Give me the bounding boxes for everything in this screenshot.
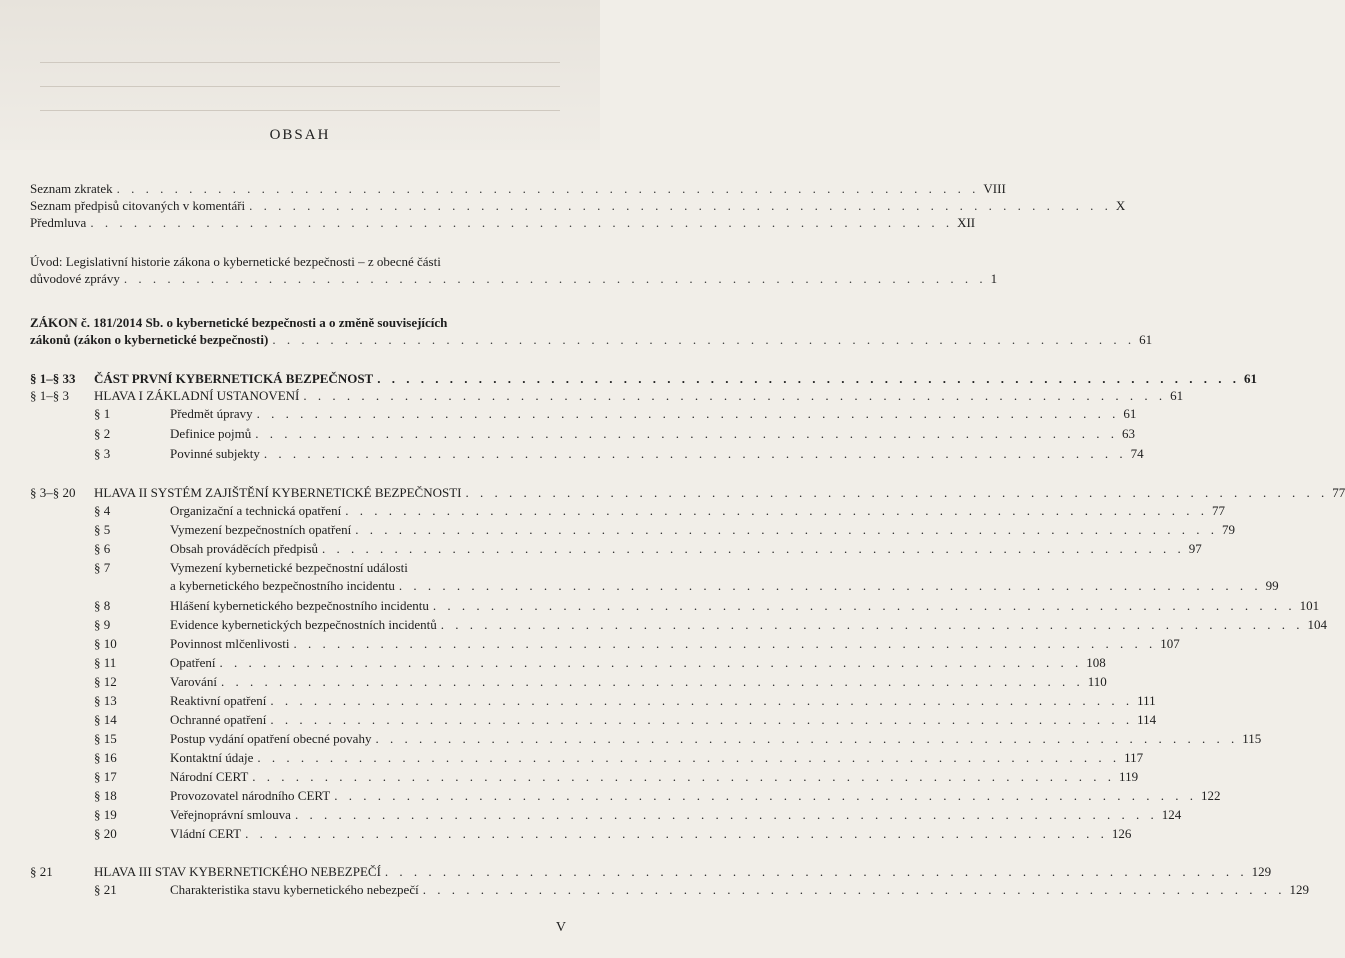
toc-entry-label: Vládní CERT (170, 826, 242, 841)
toc-entry-label: Předmluva (30, 215, 87, 230)
toc-entry[interactable] (94, 635, 1180, 652)
toc-page-number: 1 (990, 271, 998, 286)
toc-entry[interactable] (94, 730, 1262, 747)
toc-part-range: § 1–§ 33 (30, 371, 76, 386)
section-number: § 14 (94, 712, 117, 727)
section-number: § 4 (94, 503, 111, 518)
toc-entry-label: Postup vydání opatření obecné povahy (170, 731, 372, 746)
toc-entry-label: Vymezení bezpečnostních opatření (170, 522, 352, 537)
toc-law-line1[interactable]: ZÁKON č. 181/2014 Sb. o kybernetické bezpečnosti a o změně souvisejících (30, 315, 448, 330)
toc-page-number: 77 (1211, 503, 1225, 518)
toc-head-range: § 21 (30, 864, 53, 879)
toc-page-number: 122 (1201, 788, 1221, 803)
leader-dots: . . . . . . . . . . . . . . . . . . . . . . . . . . . . . . . . . . . . . . . . . . . . . . . . . . . . . . . . . . . . (252, 769, 1116, 784)
toc-page-number: 129 (1251, 864, 1272, 879)
toc-part-one[interactable] (94, 370, 1257, 387)
toc-head-label: HLAVA III STAV KYBERNETICKÉHO NEBEZPEČÍ (94, 864, 381, 879)
leader-dots: . . . . . . . . . . . . . . . . . . . . . . . . . . . . . . . . . . . . . . . . . . . . . . . . . . . . . . . . . . . . (219, 655, 1083, 670)
toc-page-number: 124 (1161, 807, 1182, 822)
toc-page-number: 61 (1170, 388, 1184, 403)
toc-entry[interactable] (94, 540, 1202, 557)
leader-dots: . . . . . . . . . . . . . . . . . . . . . . . . . . . . . . . . . . . . . . . . . . . . . . . . . . . . . . . . . . . . (270, 693, 1134, 708)
leader-dots: . . . . . . . . . . . . . . . . . . . . . . . . . . . . . . . . . . . . . . . . . . . . . . . . . . . . . . . . . . . . (123, 271, 987, 286)
toc-entry-label: Opatření (170, 655, 216, 670)
toc-entry[interactable] (94, 425, 1135, 442)
toc-page-number: 61 (1123, 406, 1137, 421)
leader-dots: . . . . . . . . . . . . . . . . . . . . . . . . . . . . . . . . . . . . . . . . . . . . . . . . . . . . . . . . . . . . (245, 826, 1108, 841)
toc-page-number: VIII (983, 181, 1006, 196)
section-number: § 18 (94, 788, 117, 803)
toc-entry-label: Organizační a technická opatření (170, 503, 342, 518)
section-number: § 20 (94, 826, 117, 841)
toc-page-number: 108 (1086, 655, 1106, 670)
leader-dots: . . . . . . . . . . . . . . . . . . . . . . . . . . . . . . . . . . . . . . . . . . . . . . . . . . . . . . . . . . . . (345, 503, 1208, 518)
toc-entry[interactable] (94, 692, 1156, 709)
leader-dots: . . . . . . . . . . . . . . . . . . . . . . . . . . . . . . . . . . . . . . . . . . . . . . . . . . . . . . . . . . . . (355, 522, 1218, 537)
toc-entry-label: Veřejnoprávní smlouva (170, 807, 291, 822)
leader-dots: . . . . . . . . . . . . . . . . . . . . . . . . . . . . . . . . . . . . . . . . . . . . . . . . . . . . . . . . . . . . (384, 864, 1248, 879)
leader-dots: . . . . . . . . . . . . . . . . . . . . . . . . . . . . . . . . . . . . . . . . . . . . . . . . . . . . . . . . . . . . (255, 426, 1118, 441)
toc-entry-label: Charakteristika stavu kybernetického nebezpečí (170, 882, 419, 897)
toc-entry[interactable] (94, 768, 1139, 785)
toc-head-two[interactable] (94, 484, 1345, 501)
leader-dots: . . . . . . . . . . . . . . . . . . . . . . . . . . . . . . . . . . . . . . . . . . . . . . . . . . . . . . . . . . . . (334, 788, 1197, 803)
leader-dots: . . . . . . . . . . . . . . . . . . . . . . . . . . . . . . . . . . . . . . . . . . . . . . . . . . . . . . . . . . . . (220, 674, 1084, 689)
toc-page-number: 119 (1119, 769, 1139, 784)
toc-head-range: § 1–§ 3 (30, 388, 69, 403)
leader-dots: . . . . . . . . . . . . . . . . . . . . . . . . . . . . . . . . . . . . . . . . . . . . . . . . . . . . . . . . . . . . (116, 181, 980, 196)
toc-page-number: 104 (1307, 617, 1328, 632)
leader-dots: . . . . . . . . . . . . . . . . . . . . . . . . . . . . . . . . . . . . . . . . . . . . . . . . . . . . . . . . . . . . (90, 215, 954, 230)
toc-entry-label: Kontaktní údaje (170, 750, 254, 765)
toc-page-number: 114 (1137, 712, 1157, 727)
leader-dots: . . . . . . . . . . . . . . . . . . . . . . . . . . . . . . . . . . . . . . . . . . . . . . . . . . . . . . . . . . . . (293, 636, 1157, 651)
toc-entry-s7-line2[interactable] (94, 577, 1279, 594)
toc-entry[interactable] (94, 405, 1137, 422)
leader-dots: . . . . . . . . . . . . . . . . . . . . . . . . . . . . . . . . . . . . . . . . . . . . . . . . . . . . . . . . . . . . (398, 578, 1262, 593)
toc-entry[interactable] (94, 654, 1106, 671)
section-number: § 16 (94, 750, 117, 765)
toc-head-range: § 3–§ 20 (30, 485, 76, 500)
toc-intro-line1[interactable]: Úvod: Legislativní historie zákona o kybernetické bezpečnosti – z obecné části (30, 254, 441, 269)
toc-page-number: 129 (1289, 882, 1309, 897)
bleed-line (40, 86, 560, 87)
leader-dots: . . . . . . . . . . . . . . . . . . . . . . . . . . . . . . . . . . . . . . . . . . . . . . . . . . . . . . . . . . . . (294, 807, 1158, 822)
leader-dots: . . . . . . . . . . . . . . . . . . . . . . . . . . . . . . . . . . . . . . . . . . . . . . . . . . . . . . . . . . . . (263, 446, 1127, 461)
toc-entry[interactable] (94, 806, 1182, 823)
toc-entry[interactable] (94, 711, 1157, 728)
toc-page-number: 63 (1121, 426, 1135, 441)
toc-entry[interactable] (94, 616, 1328, 633)
toc-page-number: 117 (1124, 750, 1144, 765)
toc-entry-regulations[interactable] (30, 197, 1126, 214)
toc-head-one[interactable] (94, 387, 1184, 404)
toc-page-number: 107 (1160, 636, 1180, 651)
leader-dots: . . . . . . . . . . . . . . . . . . . . . . . . . . . . . . . . . . . . . . . . . . . . . . . . . . . . . . . . . . . . (422, 882, 1286, 897)
toc-entry[interactable] (94, 597, 1320, 614)
leader-dots: . . . . . . . . . . . . . . . . . . . . . . . . . . . . . . . . . . . . . . . . . . . . . . . . . . . . . . . . . . . . (303, 388, 1167, 403)
page-title: OBSAH (269, 127, 331, 143)
toc-entry-label: Provozovatel národního CERT (170, 788, 331, 803)
leader-dots: . . . . . . . . . . . . . . . . . . . . . . . . . . . . . . . . . . . . . . . . . . . . . . . . . . . . . . . . . . . . (432, 598, 1296, 613)
toc-entry[interactable] (94, 825, 1132, 842)
section-number: § 11 (94, 655, 117, 670)
toc-page-number: 61 (1243, 371, 1257, 386)
toc-entry-label: Seznam zkratek (30, 181, 113, 196)
toc-entry[interactable] (94, 881, 1309, 898)
toc-entry-label: Definice pojmů (170, 426, 252, 441)
leader-dots: . . . . . . . . . . . . . . . . . . . . . . . . . . . . . . . . . . . . . . . . . . . . . . . . . . . . . . . . . . . . (249, 198, 1112, 213)
leader-dots: . . . . . . . . . . . . . . . . . . . . . . . . . . . . . . . . . . . . . . . . . . . . . . . . . . . . . . . . . . . . (377, 371, 1240, 386)
section-number: § 13 (94, 693, 117, 708)
toc-page-number: X (1115, 198, 1126, 213)
toc-entry[interactable] (94, 673, 1107, 690)
toc-entry[interactable] (94, 749, 1144, 766)
toc-entry-label: a kybernetického bezpečnostního incidentu (170, 578, 395, 593)
toc-head-three[interactable] (94, 863, 1272, 880)
toc-page-number: 99 (1265, 578, 1279, 593)
toc-page-number: 74 (1130, 446, 1144, 461)
leader-dots: . . . . . . . . . . . . . . . . . . . . . . . . . . . . . . . . . . . . . . . . . . . . . . . . . . . . . . . . . . . . (256, 406, 1120, 421)
toc-entry-label: Hlášení kybernetického bezpečnostního incidentu (170, 598, 429, 613)
leader-dots: . . . . . . . . . . . . . . . . . . . . . . . . . . . . . . . . . . . . . . . . . . . . . . . . . . . . . . . . . . . . (257, 750, 1121, 765)
toc-entry-s7-line1[interactable] (94, 559, 558, 576)
leader-dots: . . . . . . . . . . . . . . . . . . . . . . . . . . . . . . . . . . . . . . . . . . . . . . . . . . . . . . . . . . . . (322, 541, 1185, 556)
toc-entry-label: Předmět úpravy (170, 406, 253, 421)
toc-entry-law[interactable] (30, 331, 1153, 348)
toc-entry-label: Povinnost mlčenlivosti (170, 636, 290, 651)
toc-entry-intro[interactable] (30, 270, 998, 287)
bleed-line (40, 62, 560, 63)
toc-page-number: XII (957, 215, 976, 230)
toc-entry-label: Ochranné opatření (170, 712, 267, 727)
toc-entry-label: zákonů (zákon o kybernetické bezpečnosti) (30, 332, 269, 347)
toc-entry-label: Seznam předpisů citovaných v komentáři (30, 198, 246, 213)
section-number: § 15 (94, 731, 117, 746)
section-number: § 19 (94, 807, 117, 822)
leader-dots: . . . . . . . . . . . . . . . . . . . . . . . . . . . . . . . . . . . . . . . . . . . . . . . . . . . . . . . . . . . . (440, 617, 1304, 632)
toc-entry-label: Obsah prováděcích předpisů (170, 541, 319, 556)
section-number: § 1 (94, 406, 111, 421)
section-number: § 5 (94, 522, 111, 537)
toc-page-number: 77 (1332, 485, 1345, 500)
leader-dots: . . . . . . . . . . . . . . . . . . . . . . . . . . . . . . . . . . . . . . . . . . . . . . . . . . . . . . . . . . . . (465, 485, 1329, 500)
toc-page-number: 111 (1137, 693, 1156, 708)
toc-entry[interactable] (94, 521, 1235, 538)
toc-entry-label: Národní CERT (170, 769, 249, 784)
section-number: § 3 (94, 446, 111, 461)
toc-page-number: 79 (1221, 522, 1235, 537)
toc-head-label: HLAVA I ZÁKLADNÍ USTANOVENÍ (94, 388, 300, 403)
bleed-line (40, 110, 560, 111)
section-number: § 2 (94, 426, 111, 441)
toc-page-number: 110 (1087, 674, 1107, 689)
leader-dots: . . . . . . . . . . . . . . . . . . . . . . . . . . . . . . . . . . . . . . . . . . . . . . . . . . . . . . . . . . . . (375, 731, 1239, 746)
page-number-footer: V (555, 920, 566, 935)
section-number: § 7 (94, 560, 111, 575)
toc-entry-label: Vymezení kybernetické bezpečnostní události (170, 560, 408, 575)
toc-entry-preface[interactable] (30, 214, 976, 231)
leader-dots: . . . . . . . . . . . . . . . . . . . . . . . . . . . . . . . . . . . . . . . . . . . . . . . . . . . . . . . . . . . . (272, 332, 1136, 347)
toc-page-number: 61 (1139, 332, 1153, 347)
section-number: § 21 (94, 882, 117, 897)
section-number: § 17 (94, 769, 117, 784)
section-number: § 12 (94, 674, 117, 689)
toc-part-label: ČÁST PRVNÍ KYBERNETICKÁ BEZPEČNOST (94, 371, 374, 386)
section-number: § 6 (94, 541, 111, 556)
toc-entry-label: Evidence kybernetických bezpečnostních incidentů (170, 617, 437, 632)
section-number: § 9 (94, 617, 111, 632)
toc-page-number: 101 (1299, 598, 1320, 613)
section-number: § 8 (94, 598, 111, 613)
leader-dots: . . . . . . . . . . . . . . . . . . . . . . . . . . . . . . . . . . . . . . . . . . . . . . . . . . . . . . . . . . . . (270, 712, 1134, 727)
toc-page-number: 126 (1111, 826, 1132, 841)
toc-entry-label: Povinné subjekty (170, 446, 260, 461)
toc-entry[interactable] (94, 445, 1144, 462)
toc-head-label: HLAVA II SYSTÉM ZAJIŠTĚNÍ KYBERNETICKÉ BEZPEČNOSTI (94, 485, 462, 500)
toc-page-number: 115 (1242, 731, 1262, 746)
toc-entry-label: Reaktivní opatření (170, 693, 267, 708)
toc-entry-label: Varování (170, 674, 217, 689)
section-number: § 10 (94, 636, 117, 651)
toc-page-number: 97 (1188, 541, 1202, 556)
toc-entry[interactable] (94, 787, 1221, 804)
toc-entry-label: důvodové zprávy (30, 271, 120, 286)
toc-entry[interactable] (94, 502, 1225, 519)
toc-entry-abbreviations[interactable] (30, 180, 1006, 197)
